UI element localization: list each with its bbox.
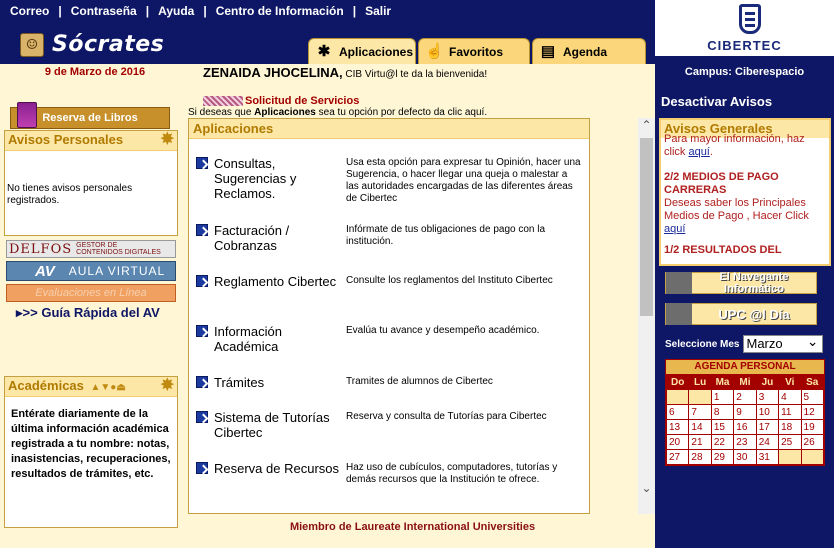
calendar-week-row xyxy=(667,420,824,435)
app-link-icon[interactable] xyxy=(196,157,208,169)
favorites-icon: ☝ xyxy=(425,42,444,60)
calendar-day-cell[interactable]: 21 xyxy=(689,435,711,450)
default-post: sea tu opción por defecto da clic aquí. xyxy=(315,107,488,118)
gear-icon[interactable]: ✸ xyxy=(160,377,174,394)
evaluaciones-linea-banner[interactable]: Evaluaciones en Línea xyxy=(6,284,176,302)
tab-label: Favoritos xyxy=(449,44,504,59)
user-name: ZENAIDA JHOCELINA, xyxy=(203,65,343,80)
calendar-week-row xyxy=(667,435,824,450)
academicas-header xyxy=(5,377,177,397)
avisos-generales-title: Avisos Generales xyxy=(661,120,829,138)
calendar-day-cell[interactable]: 10 xyxy=(756,405,778,420)
calendar-day-cell[interactable]: 17 xyxy=(756,420,778,435)
building-thumbnail-icon xyxy=(666,272,692,294)
reserva-libros-button[interactable] xyxy=(10,107,170,129)
aviso-item-text: Deseas saber los Principales Medios de Pago , Hacer Click xyxy=(664,197,809,222)
app-title-link[interactable]: Reserva de Recursos xyxy=(214,461,339,476)
aviso-post: . xyxy=(709,146,713,158)
calendar-day-cell[interactable]: 26 xyxy=(801,435,823,450)
calendar-day-cell[interactable]: 9 xyxy=(734,405,756,420)
calendar-day-header: Mi xyxy=(734,375,756,390)
calendar-day-cell[interactable]: 19 xyxy=(801,420,823,435)
tab-agenda[interactable] xyxy=(532,38,646,64)
aplicaciones-panel xyxy=(188,118,590,514)
app-description: Usa esta opción para expresar tu Opinión, hacer una Sugerencia, o hacer llegar una queja o malestar a las autoridades encargadas de las diferentes áreas de Cibertec xyxy=(346,157,581,204)
tab-label: Agenda xyxy=(563,44,608,59)
navegante-informatico-banner[interactable] xyxy=(665,272,817,294)
app-title: Sócrates xyxy=(52,32,165,57)
menu-correo[interactable]: Correo xyxy=(10,4,50,18)
calendar-day-cell[interactable]: 4 xyxy=(779,390,801,405)
aviso-title: 2/2 MEDIOS DE PAGO CARRERAS xyxy=(664,171,779,196)
calendar-week-row xyxy=(667,405,824,420)
menu-centro-informacion[interactable]: Centro de Información xyxy=(215,4,344,18)
aula-virtual-label: AULA VIRTUAL xyxy=(68,264,166,278)
aviso-link[interactable]: aquí xyxy=(664,223,686,235)
calendar-day-header: Lu xyxy=(689,375,711,390)
default-bold: Aplicaciones xyxy=(254,107,316,118)
calendar-day-cell[interactable]: 16 xyxy=(734,420,756,435)
aviso-pre: click xyxy=(664,146,689,158)
aula-av-logo: AV xyxy=(35,262,55,280)
app-title-link[interactable]: Facturación / Cobranzas xyxy=(214,223,290,253)
reserva-libros-label: Reserva de Libros xyxy=(42,112,138,124)
tab-label: Aplicaciones xyxy=(339,44,414,59)
month-select[interactable] xyxy=(743,335,823,353)
app-description: Consulte los reglamentos del Instituto Cibertec xyxy=(346,275,553,286)
calendar-blank-cell xyxy=(667,390,689,405)
panel-controls-icon[interactable]: ▲▼●⏏ xyxy=(90,382,126,393)
aviso-text xyxy=(664,197,826,236)
greeting: CIB Virtu@l te da la bienvenida! xyxy=(345,69,488,80)
aviso-line: Para mayor información, haz xyxy=(664,133,805,145)
calendar-week-row xyxy=(667,450,824,465)
cibertec-crest-icon xyxy=(739,4,761,34)
academicas-panel xyxy=(4,376,178,528)
app-description: Evalúa tu avance y desempeño académico. xyxy=(346,325,540,336)
solicitud-icon xyxy=(203,96,243,106)
arrow-right-icon: ▸>> xyxy=(16,305,42,320)
calendar-table xyxy=(666,374,824,465)
default-option-line[interactable] xyxy=(188,107,487,118)
avisos-personales-title: Avisos Personales xyxy=(8,132,124,147)
calendar-day-cell[interactable]: 12 xyxy=(801,405,823,420)
agenda-personal-calendar xyxy=(665,359,825,466)
calendar-blank-cell xyxy=(689,390,711,405)
calendar-day-cell[interactable]: 8 xyxy=(711,405,733,420)
right-sidebar xyxy=(655,56,834,548)
app-description: Tramites de alumnos de Cibertec xyxy=(346,376,493,387)
menu-salir[interactable]: Salir xyxy=(365,4,392,18)
default-pre: Si deseas que xyxy=(188,107,255,118)
app-title-link[interactable]: Información Académica xyxy=(214,324,282,354)
upc-label: UPC @l Día xyxy=(718,306,790,322)
calendar-day-cell[interactable]: 27 xyxy=(667,450,689,465)
calendar-day-cell[interactable]: 28 xyxy=(689,450,711,465)
socrates-portrait-icon: ☺ xyxy=(20,33,44,57)
avisos-generales-body xyxy=(661,133,829,257)
calendar-day-cell[interactable]: 30 xyxy=(734,450,756,465)
app-link-icon[interactable] xyxy=(196,376,208,388)
app-description: Reserva y consulta de Tutorías para Cibertec xyxy=(346,411,547,422)
calendar-day-cell[interactable]: 20 xyxy=(667,435,689,450)
calendar-week-row xyxy=(667,390,824,405)
avisos-generales-panel xyxy=(659,118,831,266)
menu-contrasena[interactable]: Contraseña xyxy=(70,4,137,18)
tab-aplicaciones[interactable] xyxy=(308,38,416,64)
delfos-banner[interactable] xyxy=(6,240,176,258)
calendar-day-cell[interactable]: 5 xyxy=(801,390,823,405)
calendar-days-header xyxy=(667,375,824,390)
aplicaciones-header: Aplicaciones xyxy=(189,119,589,139)
delfos-subtitle xyxy=(76,242,161,256)
building-thumbnail-icon xyxy=(666,303,692,325)
calendar-day-cell[interactable]: 18 xyxy=(779,420,801,435)
month-label: Seleccione Mes xyxy=(665,338,740,350)
month-value: Marzo xyxy=(746,336,783,351)
app-link-icon[interactable] xyxy=(196,275,208,287)
main-scrollbar[interactable] xyxy=(638,118,655,514)
app-description: Haz uso de cubículos, computadores, tutorías y demás recursos que la Institución te ofrece. xyxy=(346,462,558,485)
aviso-title: 1/2 RESULTADOS DEL xyxy=(664,244,782,256)
aula-virtual-banner[interactable] xyxy=(6,261,176,281)
tab-favoritos[interactable] xyxy=(418,38,530,64)
app-title-link[interactable]: Reglamento Cibertec xyxy=(214,274,337,289)
aviso-link[interactable]: aquí xyxy=(688,146,710,158)
calendar-day-header: Ma xyxy=(711,375,733,390)
app-link-icon[interactable] xyxy=(196,325,208,337)
app-title-link[interactable]: Consultas, Sugerencias y Reclamos. xyxy=(214,156,297,201)
scroll-up-icon[interactable]: ⌃ xyxy=(641,118,652,132)
delfos-sub1: GESTOR DE xyxy=(76,242,118,249)
scroll-thumb[interactable] xyxy=(640,138,653,316)
welcome-message xyxy=(203,66,533,81)
calendar-day-cell[interactable]: 31 xyxy=(756,450,778,465)
top-menu: Correo | Contraseña | Ayuda | Centro de Información | Salir xyxy=(10,4,392,18)
delfos-sub2: CONTENIDOS DIGITALES xyxy=(76,249,161,256)
calendar-day-cell[interactable]: 22 xyxy=(711,435,733,450)
calendar-day-cell[interactable]: 3 xyxy=(756,390,778,405)
books-icon xyxy=(17,102,37,128)
agenda-book-icon: ▤ xyxy=(540,42,556,60)
menu-ayuda[interactable]: Ayuda xyxy=(158,4,195,18)
footer-laureate: Miembro de Laureate International Universities xyxy=(289,521,536,533)
calendar-day-cell[interactable]: 29 xyxy=(711,450,733,465)
calendar-day-header: Vi xyxy=(779,375,801,390)
calendar-day-cell[interactable]: 13 xyxy=(667,420,689,435)
delfos-title: DELFOS xyxy=(9,241,73,257)
calendar-day-cell[interactable]: 15 xyxy=(711,420,733,435)
current-date: 9 de Marzo de 2016 xyxy=(44,66,146,78)
app-link-icon[interactable] xyxy=(196,462,208,474)
calendar-day-cell[interactable]: 11 xyxy=(779,405,801,420)
avisos-personales-header xyxy=(5,131,177,151)
aviso-line xyxy=(664,146,826,159)
guia-rapida-label: Guía Rápida del AV xyxy=(41,305,160,320)
calendar-day-header: Ju xyxy=(756,375,778,390)
calendar-weeks xyxy=(667,390,824,465)
calendar-day-cell[interactable]: 7 xyxy=(689,405,711,420)
app-description: Infórmate de tus obligaciones de pago con la institución. xyxy=(346,224,546,247)
scroll-down-icon[interactable]: ⌄ xyxy=(641,481,652,495)
calendar-blank-cell xyxy=(779,450,801,465)
calendar-day-header: Sa xyxy=(801,375,823,390)
avisos-personales-text: No tienes avisos personales registrados. xyxy=(7,183,133,206)
calendar-day-cell[interactable]: 1 xyxy=(711,390,733,405)
app-link-icon[interactable] xyxy=(196,224,208,236)
month-selector-row xyxy=(665,335,823,353)
academicas-text: Entérate diariamente de la última información académica registrada a tu nombre: notas, inasistencias, recuperaciones, resultados de trámites, etc. xyxy=(11,408,171,480)
campus-label: Campus: Ciberespacio xyxy=(684,66,805,78)
upc-al-dia-banner[interactable] xyxy=(665,303,817,325)
cibertec-logo xyxy=(655,0,834,56)
calendar-day-cell[interactable]: 24 xyxy=(756,435,778,450)
navegante-label: El Navegante Informático xyxy=(719,271,789,295)
calendar-blank-cell xyxy=(801,450,823,465)
gear-icon[interactable]: ✸ xyxy=(160,131,174,148)
app-logo xyxy=(20,32,164,57)
calendar-day-header: Do xyxy=(667,375,689,390)
app-title-link[interactable]: Trámites xyxy=(214,375,265,390)
desactivar-avisos-link[interactable]: Desactivar Avisos xyxy=(661,94,773,109)
calendar-day-cell[interactable]: 6 xyxy=(667,405,689,420)
solicitud-servicios-link[interactable] xyxy=(203,95,359,107)
guia-rapida-link[interactable] xyxy=(16,305,160,321)
brand-name: CIBERTEC xyxy=(707,38,782,53)
app-link-icon[interactable] xyxy=(196,411,208,423)
calendar-day-cell[interactable]: 25 xyxy=(779,435,801,450)
calendar-day-cell[interactable]: 23 xyxy=(734,435,756,450)
applications-icon: ✱ xyxy=(317,42,331,60)
solicitud-label: Solicitud de Servicios xyxy=(245,95,360,107)
calendar-day-cell[interactable]: 14 xyxy=(689,420,711,435)
app-title-link[interactable]: Sistema de Tutorías Cibertec xyxy=(214,410,330,440)
agenda-title: AGENDA PERSONAL xyxy=(666,360,824,374)
calendar-day-cell[interactable]: 2 xyxy=(734,390,756,405)
academicas-title: Académicas xyxy=(8,378,84,393)
avisos-personales-panel xyxy=(4,130,178,236)
